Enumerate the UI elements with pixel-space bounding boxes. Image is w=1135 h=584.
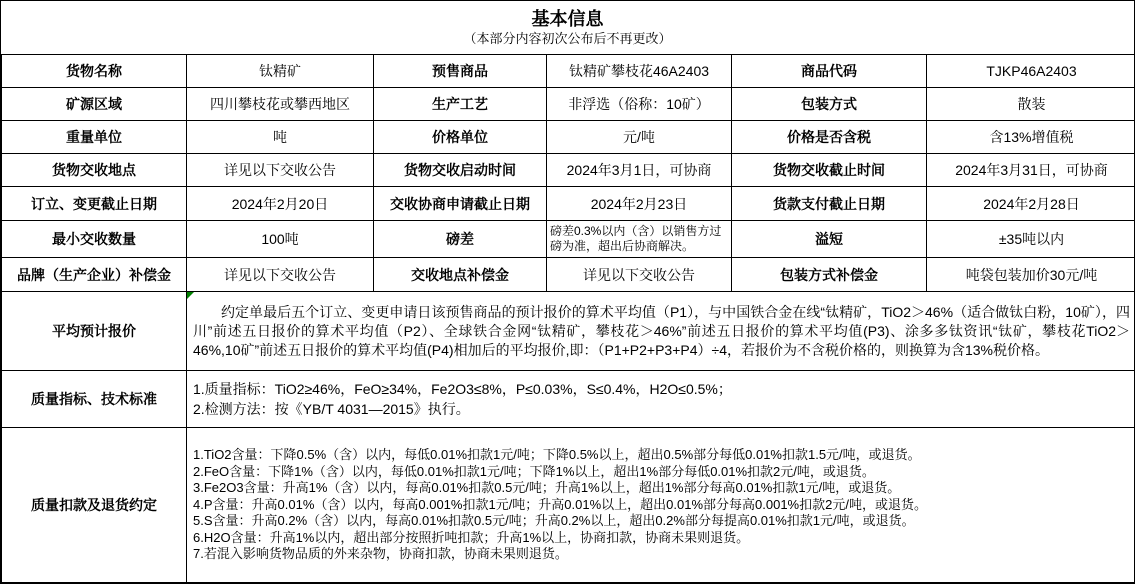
field-value: 2024年2月23日 [547,187,732,221]
field-value: 吨袋包装加价30元/吨 [927,258,1135,292]
field-value: 四川攀枝花或攀西地区 [187,88,374,121]
field-label: 货款支付截止日期 [732,187,927,221]
field-value: 2024年3月31日，可协商 [927,154,1135,187]
field-label: 货物交收截止时间 [732,154,927,187]
paragraph: 1.质量指标：TiO2≥46%，FeO≥34%，Fe2O3≤8%，P≤0.03%，S≤0.4%，H2O≤0.5%； [193,381,732,397]
field-label: 品牌（生产企业）补偿金 [2,258,187,292]
field-label: 货物交收地点 [2,154,187,187]
field-label: 预售商品 [374,55,547,88]
field-value: 含13%增值税 [927,121,1135,154]
field-value: 钛精矿 [187,55,374,88]
sheet-title: 基本信息 [531,9,604,29]
sheet-subtitle: （本部分内容初次公布后不再更改） [463,31,672,46]
paragraph: 4.P含量：升高0.01%（含）以内，每高0.001%扣款1元/吨；升高0.01%以上，超出0.01%部分每高0.001%扣款2元/吨，或退货。 [193,496,927,512]
paragraph: 7.若混入影响货物品质的外来杂物，协商扣款，协商未果则退货。 [193,546,568,562]
field-label: 矿源区域 [2,88,187,121]
table-row-min-quantity [2,221,1135,258]
field-value: 详见以下交收公告 [547,258,732,292]
section-row-average-quote [2,292,1135,371]
paragraph: 3.Fe2O3含量：升高1%（含）以内，每高0.01%扣款0.5元/吨；升高1%以上，超出1%部分每高0.01%扣款1元/吨，或退货。 [193,480,901,496]
field-label: 最小交收数量 [2,221,187,258]
field-value: 2024年3月1日，可协商 [547,154,732,187]
field-value: 详见以下交收公告 [187,154,374,187]
section-label: 平均预计报价 [2,292,187,371]
paragraph: 约定单最后五个订立、变更申请日该预售商品的预计报价的算术平均值（P1），与中国铁合金在线“钛精矿，TiO2＞46%（适合做钛白粉，10矿），四川”前述五日报价的算术平均值（P2）、全球铁合金网“钛精矿，攀枝花＞46%”前述五日报价的算术平均值(P3)、涂多多钛资讯“钛矿，攀枝花TiO2＞46%,10矿”前述五日报价的算术平均值(P4)相加后的平均报价,即：（P1+P2+P3+P4）÷4，若报价为不含税价格的，则换算为含13%税价格。 [193,303,1130,358]
paragraph: 1.TiO2含量：下降0.5%（含）以内，每低0.01%扣款1元/吨；下降0.5%以上，超出0.5%部分每低0.01%扣款1.5元/吨，或退货。 [193,447,921,463]
field-label: 商品代码 [732,55,927,88]
section-content-quality-standard [187,371,1135,428]
field-value: ±35吨以内 [927,221,1135,258]
table-row-delivery-place [2,154,1135,187]
paragraph: 5.S含量：升高0.2%（含）以内，每高0.01%扣款0.5元/吨；升高0.2%以上，超出0.2%部分每提高0.01%扣款1元/吨，或退货。 [193,513,915,529]
field-label: 价格单位 [374,121,547,154]
field-label: 生产工艺 [374,88,547,121]
section-row-quality-standard [2,371,1135,428]
section-label: 质量扣款及退货约定 [2,428,187,583]
sheet-header [1,1,1134,54]
section-content-average-quote [187,292,1135,371]
field-value: 钛精矿攀枝花46A2403 [547,55,732,88]
field-label: 磅差 [374,221,547,258]
table-row-units [2,121,1135,154]
table-row-cargo-name [2,55,1135,88]
field-value: 100吨 [187,221,374,258]
field-label: 交收协商申请截止日期 [374,187,547,221]
field-value: 散装 [927,88,1135,121]
info-table [1,54,1135,583]
field-value: 非浮选（俗称：10矿） [547,88,732,121]
field-label: 重量单位 [2,121,187,154]
field-label: 溢短 [732,221,927,258]
table-row-deadlines [2,187,1135,221]
field-label: 货物名称 [2,55,187,88]
section-row-deduction-return [2,428,1135,583]
paragraph: 6.H2O含量：升高1%以内，超出部分按照折吨扣款；升高1%以上，协商扣款，协商未果则退货。 [193,529,750,545]
cell-flag-triangle [187,292,194,299]
section-content-deduction-return [187,428,1135,583]
field-label: 包装方式补偿金 [732,258,927,292]
table-row-compensation [2,258,1135,292]
paragraph: 2.FeO含量：下降1%（含）以内，每低0.01%扣款1元/吨；下降1%以上，超出1%部分每低0.01%扣款2元/吨，或退货。 [193,463,875,479]
table-row-ore-region [2,88,1135,121]
section-label: 质量指标、技术标准 [2,371,187,428]
paragraph: 2.检测方法：按《YB/T 4031—2015》执行。 [193,401,470,417]
field-value-scale-tolerance: 磅差0.3%以内（含）以销售方过磅为准，超出后协商解决。 [547,221,732,258]
field-label: 货物交收启动时间 [374,154,547,187]
field-value: 详见以下交收公告 [187,258,374,292]
field-value: 吨 [187,121,374,154]
field-value: TJKP46A2403 [927,55,1135,88]
field-value: 2024年2月20日 [187,187,374,221]
field-label: 价格是否含税 [732,121,927,154]
field-label: 包装方式 [732,88,927,121]
field-value: 元/吨 [547,121,732,154]
field-value: 2024年2月28日 [927,187,1135,221]
field-label: 订立、变更截止日期 [2,187,187,221]
field-label: 交收地点补偿金 [374,258,547,292]
